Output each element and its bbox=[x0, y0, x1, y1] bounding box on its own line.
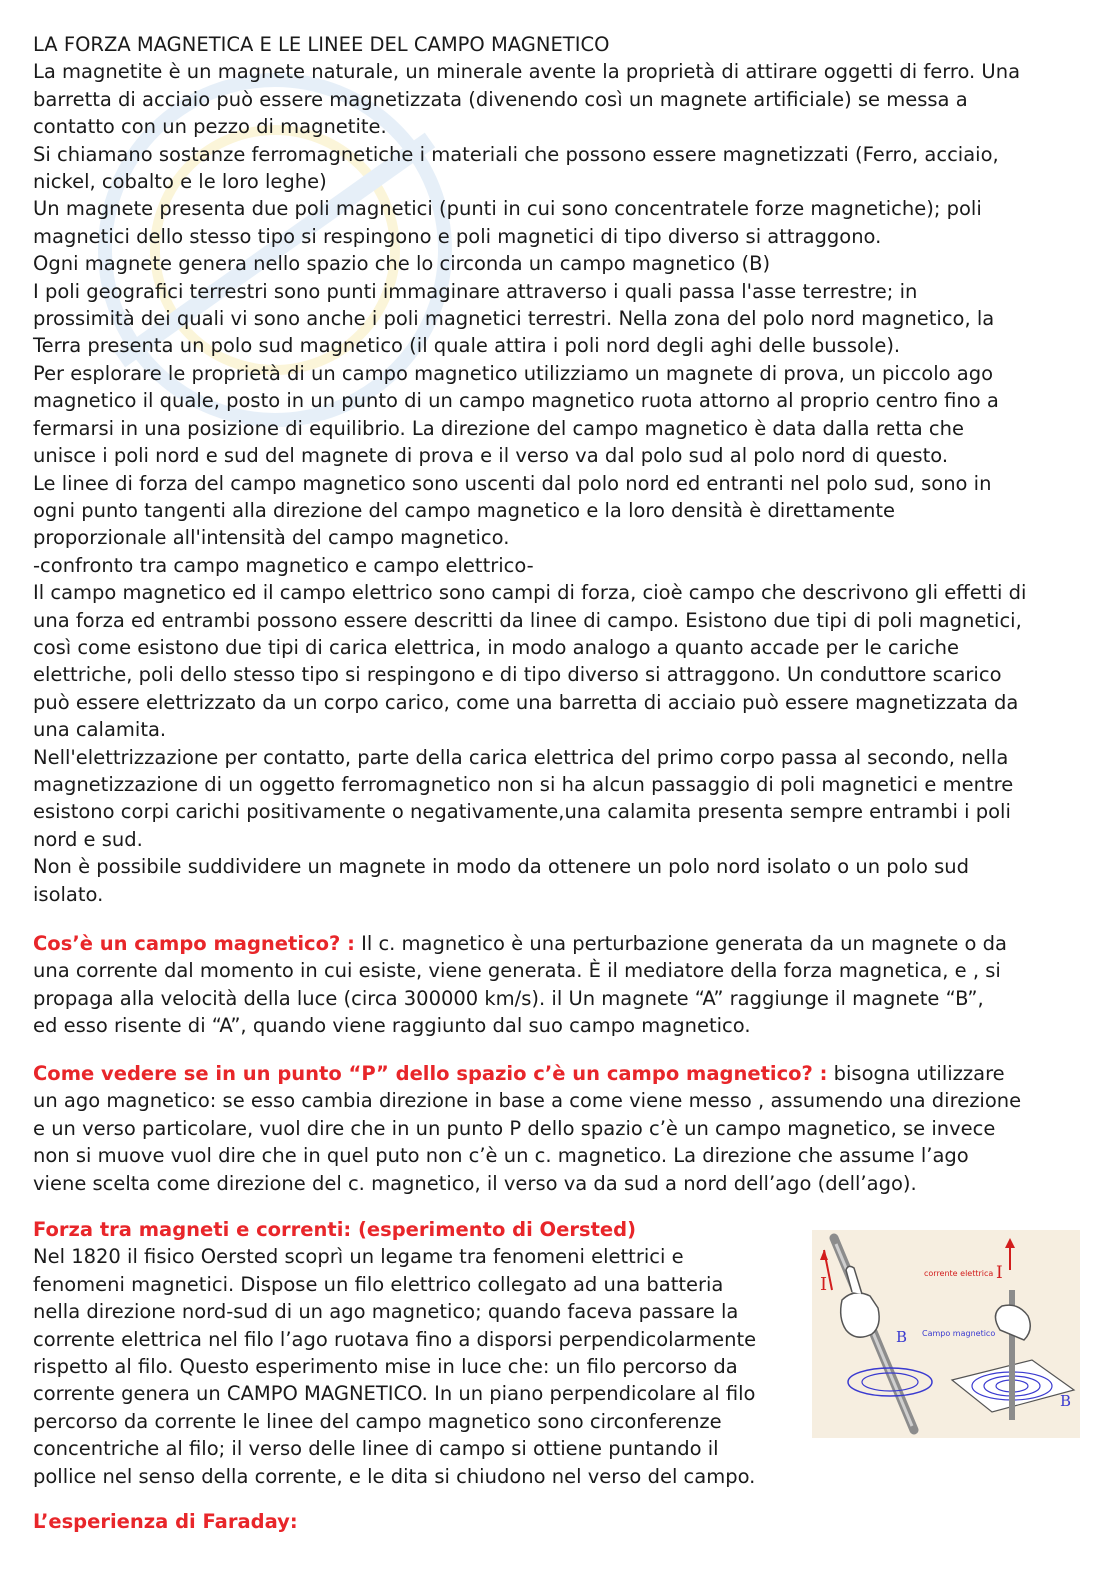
oersted-illustration bbox=[812, 1230, 1080, 1438]
caption-field: Campo magnetico bbox=[922, 1329, 996, 1338]
answer-line: percorso da corrente le linee del campo magnetico sono circonferenze bbox=[33, 1409, 722, 1433]
paragraph-line: Non è possibile suddividere un magnete in modo da ottenere un polo nord isolato o un polo sud bbox=[33, 855, 970, 879]
answer-line: corrente elettrica nel filo l’ago ruotava fino a disporsi perpendicolarmente bbox=[33, 1327, 757, 1351]
question-line bbox=[33, 1060, 1083, 1087]
paragraph-line: isolato. bbox=[33, 882, 104, 906]
answer-line: viene scelta come direzione del c. magnetico, il verso va da sud a nord dell’ago (dell’ago). bbox=[33, 1171, 917, 1195]
paragraph-line: nickel, cobalto e le loro leghe) bbox=[33, 170, 327, 194]
paragraph-line: Si chiamano sostanze ferromagnetiche i materiali che possono essere magnetizzati (Ferro, acciaio, bbox=[33, 142, 999, 166]
paragraph-line: può essere elettrizzato da un corpo carico, come una barretta di acciaio può essere magnetizzata da bbox=[33, 690, 1019, 714]
hand-right bbox=[995, 1305, 1030, 1340]
answer-line: rispetto al filo. Questo esperimento mise in luce che: un filo percorso da bbox=[33, 1355, 738, 1379]
answer-line: Nel 1820 il fisico Oersted scoprì un legame tra fenomeni elettrici e bbox=[33, 1245, 684, 1269]
label-current-right: I bbox=[996, 1263, 1003, 1283]
question-heading: Come vedere se in un punto “P” dello spazio c’è un campo magnetico? : bbox=[33, 1062, 828, 1085]
label-current-left: I bbox=[820, 1274, 828, 1295]
paragraph-line: proporzionale all'intensità del campo magnetico. bbox=[33, 526, 510, 550]
question-heading: Cos’è un campo magnetico? : bbox=[33, 932, 355, 955]
answer-line: una corrente dal momento in cui esiste, viene generata. È il mediatore della forza magnetica, e , si bbox=[33, 959, 1001, 983]
section-subtitle: -confronto tra campo magnetico e campo elettrico- bbox=[33, 553, 534, 577]
question-oersted bbox=[33, 1216, 813, 1490]
paragraph-line: Un magnete presenta due poli magnetici (punti in cui sono concentratele forze magnetiche); poli bbox=[33, 197, 982, 221]
paragraph-line: così come esistono due tipi di carica elettrica, in modo analogo a quanto accade per le cariche bbox=[33, 635, 960, 659]
paragraph-line: Nell'elettrizzazione per contatto, parte della carica elettrica del primo corpo passa al secondo, nella bbox=[33, 745, 1009, 769]
answer-text: bisogna utilizzare bbox=[827, 1062, 1005, 1085]
thumb-left bbox=[846, 1266, 862, 1294]
section-faraday bbox=[33, 1508, 1083, 1535]
question-campo-magnetico bbox=[33, 930, 1083, 1040]
answer-line: concentriche al filo; il verso delle linee di campo si ottiene puntando il bbox=[33, 1437, 719, 1461]
doc-title: LA FORZA MAGNETICA E LE LINEE DEL CAMPO MAGNETICO bbox=[33, 33, 610, 56]
answer-line: pollice nel senso della corrente, e le dita si chiudono nel verso del campo. bbox=[33, 1464, 756, 1488]
paragraph-line: La magnetite è un magnete naturale, un minerale avente la proprietà di attirare oggetti di ferro. Una bbox=[33, 60, 1021, 84]
caption-current: corrente elettrica bbox=[924, 1269, 994, 1278]
paragraph-line: Per esplorare le proprietà di un campo magnetico utilizziamo un magnete di prova, un piccolo ago bbox=[33, 361, 994, 385]
paragraph-line: Le linee di forza del campo magnetico sono uscenti dal polo nord ed entranti nel polo sud, sono in bbox=[33, 471, 992, 495]
paragraph-line: una forza ed entrambi possono essere descritti da linee di campo. Esistono due tipi di poli magnetici, bbox=[33, 608, 1022, 632]
paragraph-line: ogni punto tangenti alla direzione del campo magnetico e la loro densità è direttamente bbox=[33, 498, 896, 522]
question-heading: L’esperienza di Faraday: bbox=[33, 1510, 298, 1533]
answer-line: nella direzione nord-sud di un ago magnetico; quando faceva passare la bbox=[33, 1300, 739, 1324]
current-arrow-left-head bbox=[820, 1250, 828, 1260]
answer-line: propaga alla velocità della luce (circa 300000 km/s). il Un magnete “A” raggiunge il magnete “B”, bbox=[33, 986, 984, 1010]
question-punto-p bbox=[33, 1060, 1083, 1197]
paragraph-line: magnetici dello stesso tipo si respingono e poli magnetici di tipo diverso si attraggono. bbox=[33, 224, 882, 248]
answer-line: non si muove vuol dire che in quel puto non c’è un c. magnetico. La direzione che assume l’ago bbox=[33, 1144, 969, 1168]
oersted-figure bbox=[812, 1230, 1080, 1438]
paragraph-line: unisce i poli nord e sud del magnete di prova e il verso va dal polo sud al polo nord di questo. bbox=[33, 444, 949, 468]
answer-line: ed esso risente di “A”, quando viene raggiunto dal suo campo magnetico. bbox=[33, 1014, 751, 1038]
paragraph-line: barretta di acciaio può essere magnetizzata (divenendo così un magnete artificiale) se messa a bbox=[33, 87, 968, 111]
paragraph-line: elettriche, poli dello stesso tipo si respingono e di tipo diverso si attraggono. Un conduttore scarico bbox=[33, 663, 1002, 687]
question-line bbox=[33, 930, 1083, 957]
answer-line: un ago magnetico: se esso cambia direzione in base a come viene messo , assumendo una direzione bbox=[33, 1089, 1022, 1113]
label-field-left: B bbox=[896, 1328, 908, 1346]
answer-line: fenomeni magnetici. Dispose un filo elettrico collegato ad una batteria bbox=[33, 1272, 724, 1296]
answer-text: Il c. magnetico è una perturbazione generata da un magnete o da bbox=[354, 932, 1008, 955]
label-field-right: B bbox=[1060, 1392, 1072, 1410]
answer-line: e un verso particolare, vuol dire che in un punto P dello spazio c’è un campo magnetico, se invece bbox=[33, 1116, 996, 1140]
hand-left bbox=[841, 1293, 879, 1337]
question-heading: Forza tra magneti e correnti: (esperimento di Oersted) bbox=[33, 1218, 637, 1241]
paragraph-line: nord e sud. bbox=[33, 827, 143, 851]
current-arrow-right-head bbox=[1005, 1238, 1015, 1248]
paragraph-line: magnetico il quale, posto in un punto di un campo magnetico ruota attorno al proprio centro fino a bbox=[33, 389, 999, 413]
paragraph-line: magnetizzazione di un oggetto ferromagnetico non si ha alcun passaggio di poli magnetici e mentre bbox=[33, 772, 1014, 796]
paragraph-line: prossimità dei quali vi sono anche i poli magnetici terrestri. Nella zona del polo nord magnetico, la bbox=[33, 307, 995, 331]
paragraph-line: fermarsi in una posizione di equilibrio. La direzione del campo magnetico è data dalla retta che bbox=[33, 416, 964, 440]
paragraph-line: Il campo magnetico ed il campo elettrico sono campi di forza, cioè campo che descrivono gli effetti di bbox=[33, 581, 1027, 605]
intro-section bbox=[33, 31, 1083, 908]
paragraph-line: Terra presenta un polo sud magnetico (il quale attira i poli nord degli aghi delle bussole). bbox=[33, 334, 901, 358]
answer-line: corrente genera un CAMPO MAGNETICO. In un piano perpendicolare al filo bbox=[33, 1382, 756, 1406]
paragraph-line: contatto con un pezzo di magnetite. bbox=[33, 115, 387, 139]
paragraph-line: una calamita. bbox=[33, 718, 167, 742]
paragraph-line: I poli geografici terrestri sono punti immaginare attraverso i quali passa l'asse terrestre; in bbox=[33, 279, 918, 303]
paragraph-line: esistono corpi carichi positivamente o negativamente,una calamita presenta sempre entrambi i poli bbox=[33, 800, 1011, 824]
paragraph-line: Ogni magnete genera nello spazio che lo circonda un campo magnetico (B) bbox=[33, 252, 771, 276]
